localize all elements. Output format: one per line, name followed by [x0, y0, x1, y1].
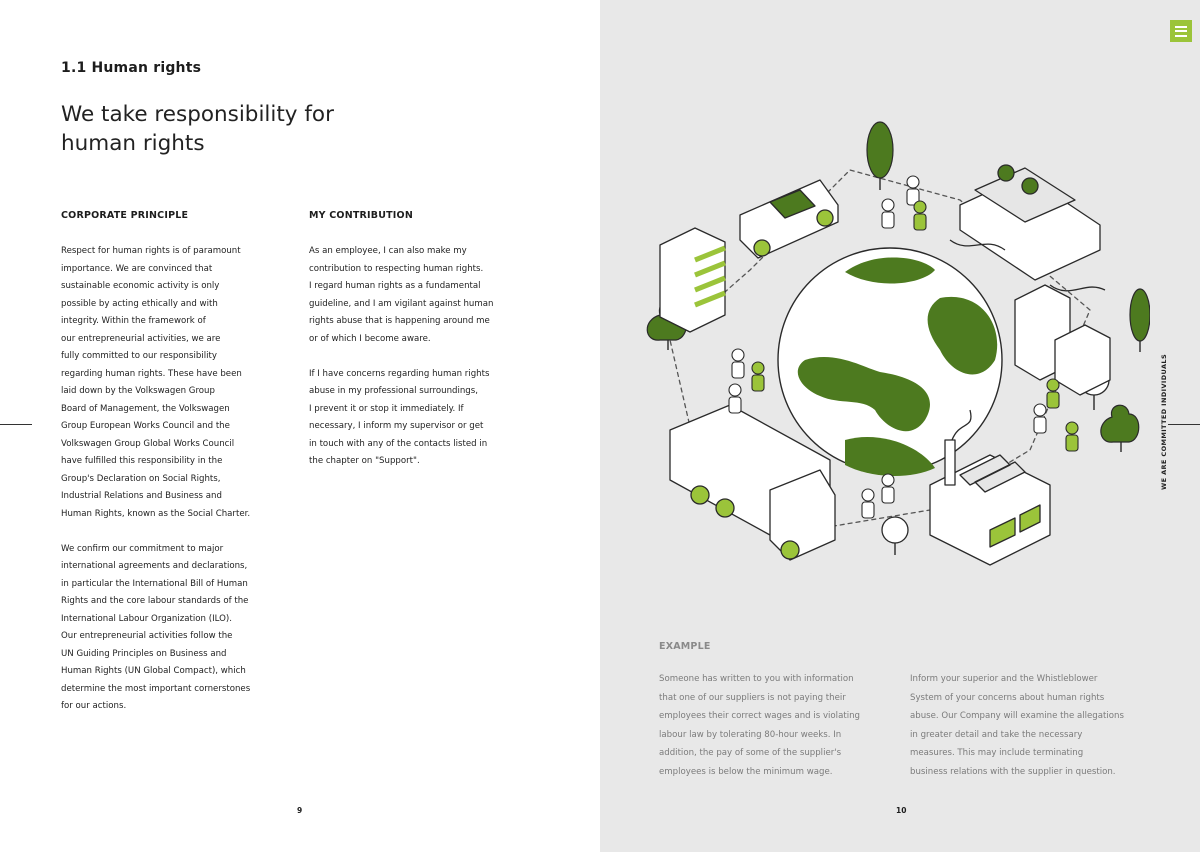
corporate-principle-heading: CORPORATE PRINCIPLE	[61, 210, 189, 221]
text-line: business relations with the supplier in question.	[910, 766, 1116, 777]
example-response-text	[910, 670, 1150, 781]
person-icon	[907, 176, 919, 205]
tree-icon	[867, 122, 893, 190]
text-line: Industrial Relations and Business and	[61, 491, 222, 501]
text-line: importance. We are convinced that	[61, 263, 213, 274]
text-line: laid down by the Volkswagen Group	[61, 386, 215, 396]
my-contribution-para-2	[309, 366, 539, 471]
text-line: for our actions.	[61, 701, 127, 711]
corporate-principle-para-2	[61, 541, 291, 716]
text-line: I regard human rights as a fundamental	[309, 281, 481, 291]
text-line: rights abuse that is happening around me	[309, 316, 490, 326]
corporate-principle-para-1	[61, 243, 291, 523]
text-line: labour law by tolerating 80-hour weeks. In	[659, 729, 842, 740]
isometric-globe-illustration	[630, 110, 1150, 580]
person-icon	[1047, 379, 1059, 408]
text-line: addition, the pay of some of the supplier's	[659, 748, 842, 758]
container-stack-icon	[1015, 285, 1110, 395]
text-line: determine the most important cornerstones	[61, 683, 251, 694]
person-icon	[729, 384, 741, 413]
text-line: contribution to respecting human rights.	[309, 263, 484, 274]
text-line: Group's Declaration on Social Rights,	[61, 473, 221, 484]
text-line: If I have concerns regarding human rights	[309, 368, 490, 379]
text-line: in touch with any of the contacts listed in	[309, 438, 488, 449]
tree-icon	[1130, 289, 1150, 352]
text-line: abuse in my professional surroundings,	[309, 386, 478, 396]
text-line: the chapter on "Support".	[309, 456, 420, 466]
office-building-icon	[660, 228, 725, 332]
text-line: Someone has written to you with information	[659, 674, 854, 684]
example-scenario-para	[659, 670, 889, 781]
car-icon	[740, 180, 838, 258]
text-line: System of your concerns about human rights	[910, 692, 1105, 703]
person-icon	[862, 489, 874, 518]
menu-button[interactable]	[1170, 20, 1192, 42]
text-line: Human Rights (UN Global Compact), which	[61, 666, 246, 676]
text-line: international agreements and declarations,	[61, 561, 248, 571]
example-scenario-text	[659, 670, 889, 781]
text-line: integrity. Within the framework of	[61, 316, 206, 326]
headline-line-2: human rights	[61, 131, 205, 156]
example-response-para	[910, 670, 1150, 781]
text-line: Inform your superior and the Whistleblower	[910, 674, 1098, 684]
left-edge-marker	[0, 424, 32, 425]
text-line: sustainable economic activity is only	[61, 281, 220, 291]
page-headline	[61, 100, 421, 158]
text-line: Human Rights, known as the Social Charter.	[61, 508, 251, 519]
text-line: that one of our suppliers is not paying their	[659, 692, 846, 703]
text-line: possible by acting ethically and with	[61, 298, 218, 309]
text-line: measures. This may include terminating	[910, 748, 1084, 758]
text-line: I prevent it or stop it immediately. If	[309, 403, 464, 414]
section-number: 1.1 Human rights	[61, 60, 202, 76]
text-line: regarding human rights. These have been	[61, 368, 242, 379]
person-icon	[882, 474, 894, 503]
text-line: our entrepreneurial activities, we are	[61, 333, 221, 344]
text-line: guideline, and I am vigilant against human	[309, 298, 494, 309]
page-number-right: 10	[896, 806, 907, 815]
headline-line-1: We take responsibility for	[61, 102, 334, 127]
person-icon	[914, 201, 926, 230]
text-line: abuse. Our Company will examine the allegations	[910, 711, 1124, 721]
text-line: Rights and the core labour standards of the	[61, 596, 249, 606]
text-line: fully committed to our responsibility	[61, 351, 217, 361]
text-line: Volkswagen Group Global Works Council	[61, 438, 235, 449]
globe-icon	[778, 248, 1002, 476]
side-section-label: WE ARE COMMITTED INDIVIDUALS	[1160, 353, 1168, 490]
text-line: Board of Management, the Volkswagen	[61, 403, 230, 414]
my-contribution-heading: MY CONTRIBUTION	[309, 210, 413, 221]
text-line: necessary, I inform my supervisor or get	[309, 421, 484, 431]
text-line: employees their correct wages and is violating	[659, 711, 860, 721]
text-line: Respect for human rights is of paramount	[61, 246, 241, 256]
example-heading: EXAMPLE	[659, 641, 711, 652]
text-line: in greater detail and take the necessary	[910, 729, 1083, 740]
text-line: International Labour Organization (ILO).	[61, 613, 232, 624]
right-edge-marker	[1168, 424, 1200, 425]
person-icon	[752, 362, 764, 391]
tree-icon	[882, 517, 908, 555]
corporate-principle-text	[61, 243, 291, 733]
text-line: have fulfilled this responsibility in the	[61, 456, 223, 466]
person-icon	[882, 199, 894, 228]
text-line: employees is below the minimum wage.	[659, 766, 833, 777]
my-contribution-para-1	[309, 243, 539, 348]
text-line: UN Guiding Principles on Business and	[61, 648, 227, 659]
text-line: As an employee, I can also make my	[309, 246, 467, 256]
my-contribution-text	[309, 243, 539, 488]
text-line: or of which I become aware.	[309, 333, 431, 344]
person-icon	[1034, 404, 1046, 433]
hamburger-menu-icon	[1175, 26, 1187, 28]
text-line: Group European Works Council and the	[61, 421, 230, 431]
text-line: Our entrepreneurial activities follow the	[61, 631, 233, 641]
person-icon	[1066, 422, 1078, 451]
page-number-left: 9	[297, 806, 303, 815]
tree-icon	[1101, 405, 1139, 452]
ship-icon	[950, 165, 1105, 291]
text-line: We confirm our commitment to major	[61, 543, 224, 554]
text-line: in particular the International Bill of Human	[61, 578, 248, 589]
person-icon	[732, 349, 744, 378]
